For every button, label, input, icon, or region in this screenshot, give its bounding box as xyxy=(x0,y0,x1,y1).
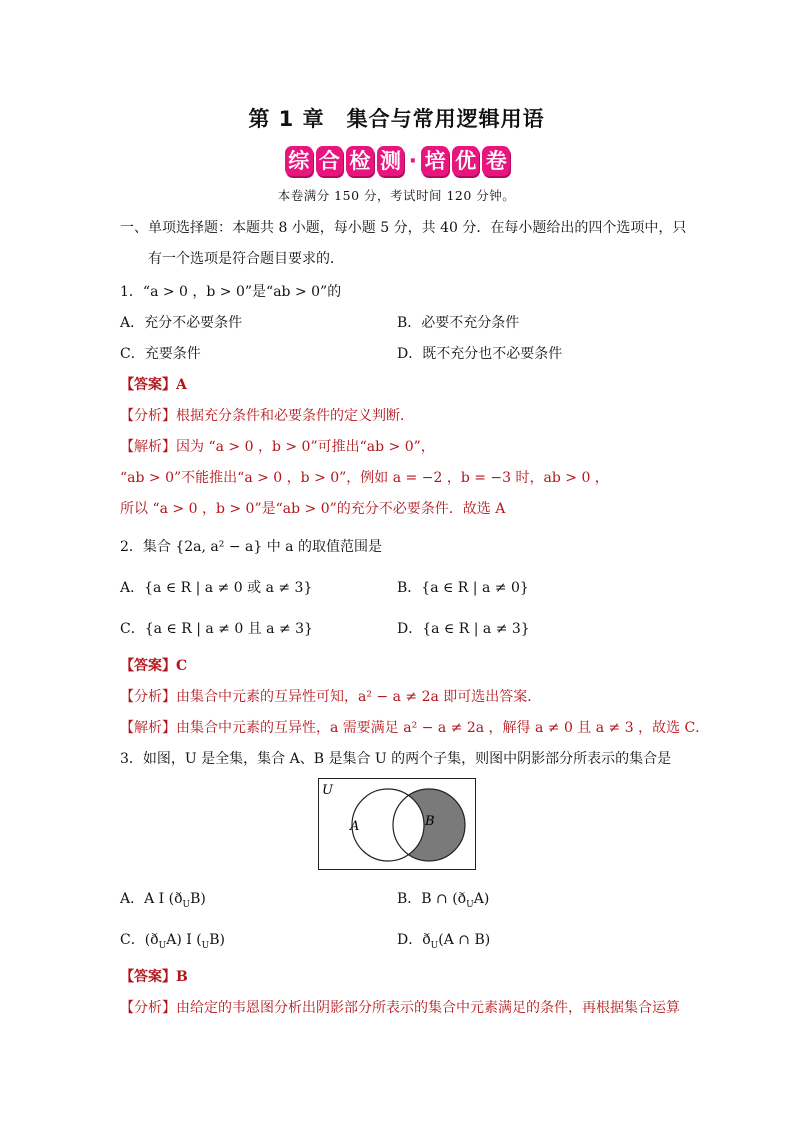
q1-option-d: D．既不充分也不必要条件 xyxy=(397,346,563,362)
q3-option-c-text: C．(ð xyxy=(120,932,159,948)
q1-answer: 【答案】A xyxy=(120,377,187,393)
q2-answer: 【答案】C xyxy=(120,658,188,674)
q1-option-b: B．必要不充分条件 xyxy=(397,315,520,331)
q3-option-c-sub: U xyxy=(158,940,167,951)
banner-char: 培 xyxy=(421,146,449,176)
q3-option-c-end: B) xyxy=(209,932,226,948)
q2-solution: 【解析】由集合中元素的互异性，a 需要满足 a² − a ≠ 2a ，解得 a ≠ 0 且 a ≠ 3 ，故选 C． xyxy=(120,720,710,736)
section-heading-line2: 有一个选项是符合题目要求的． xyxy=(148,251,344,267)
venn-diagram xyxy=(318,778,476,870)
banner-dot: · xyxy=(408,148,417,174)
q1-solution-line3: 所以 “a > 0 ，b > 0”是“ab > 0”的充分不必要条件．故选 A xyxy=(120,501,506,517)
q3-option-d xyxy=(397,929,490,951)
q3-option-a-sub: U xyxy=(182,899,191,910)
q1-solution-line2: “ab > 0”不能推出“a > 0 ，b > 0”，例如 a = −2 ，b = −3 时，ab > 0 ， xyxy=(120,470,609,486)
q2-stem: 2．集合 {2a, a² − a} 中 a 的取值范围是 xyxy=(120,539,382,555)
q3-option-b xyxy=(397,888,489,910)
q3-answer: 【答案】B xyxy=(120,969,188,985)
q1-option-a: A．充分不必要条件 xyxy=(120,315,243,331)
q3-option-c xyxy=(120,929,225,951)
chapter-title: 第 1 章 集合与常用逻辑用语 xyxy=(248,107,545,131)
q2-option-d: D．{a ∈ R | a ≠ 3} xyxy=(397,621,530,637)
q3-option-a-text: A．A I (ð xyxy=(120,891,183,907)
q1-solution-line1: 【解析】因为 “a > 0 ，b > 0”可推出“ab > 0”， xyxy=(120,439,435,455)
q3-option-b-sub: U xyxy=(466,899,474,910)
banner-char: 优 xyxy=(452,146,480,176)
q3-analysis: 【分析】由给定的韦恩图分析出阴影部分所表示的集合中元素满足的条件，再根据集合运算 xyxy=(120,1000,680,1016)
venn-label-u: U xyxy=(322,783,333,798)
q3-option-b-text: B．B ∩ (ð xyxy=(397,891,467,907)
q3-option-c-mid: A) I ( xyxy=(166,932,202,948)
exam-info: 本卷满分 150 分，考试时间 120 分钟。 xyxy=(277,188,516,203)
q1-analysis: 【分析】根据充分条件和必要条件的定义判断． xyxy=(120,408,414,424)
q1-option-c: C．充要条件 xyxy=(120,346,201,362)
venn-label-b: B xyxy=(425,814,435,829)
q3-option-d-sub: U xyxy=(430,940,439,951)
venn-label-a: A xyxy=(350,819,360,834)
q3-option-d-text: D．ð xyxy=(397,932,431,948)
banner-char: 测 xyxy=(377,146,405,176)
banner-char: 检 xyxy=(346,146,374,176)
q1-stem: 1．“a > 0 ，b > 0”是“ab > 0”的 xyxy=(120,284,342,300)
q3-option-c-sub2: U xyxy=(201,940,210,951)
banner-char: 综 xyxy=(285,146,313,176)
q3-option-a-end: B) xyxy=(190,891,206,907)
q2-option-b: B．{a ∈ R | a ≠ 0} xyxy=(397,580,529,596)
banner xyxy=(285,144,510,178)
q3-option-a xyxy=(120,888,206,910)
q2-option-c: C．{a ∈ R | a ≠ 0 且 a ≠ 3} xyxy=(120,621,313,637)
q2-option-a: A．{a ∈ R | a ≠ 0 或 a ≠ 3} xyxy=(120,580,313,596)
q3-stem: 3．如图，U 是全集，集合 A、B 是集合 U 的两个子集，则图中阴影部分所表示的集合是 xyxy=(120,751,672,767)
q3-option-d-end: (A ∩ B) xyxy=(438,932,491,948)
banner-char: 合 xyxy=(316,146,344,176)
q2-analysis: 【分析】由集合中元素的互异性可知，a² − a ≠ 2a 即可选出答案． xyxy=(120,689,542,705)
q3-option-b-end: A) xyxy=(473,891,490,907)
section-heading-line1: 一、单项选择题：本题共 8 小题，每小题 5 分，共 40 分．在每小题给出的四个选项中，只 xyxy=(120,220,687,236)
banner-char: 卷 xyxy=(482,146,510,176)
